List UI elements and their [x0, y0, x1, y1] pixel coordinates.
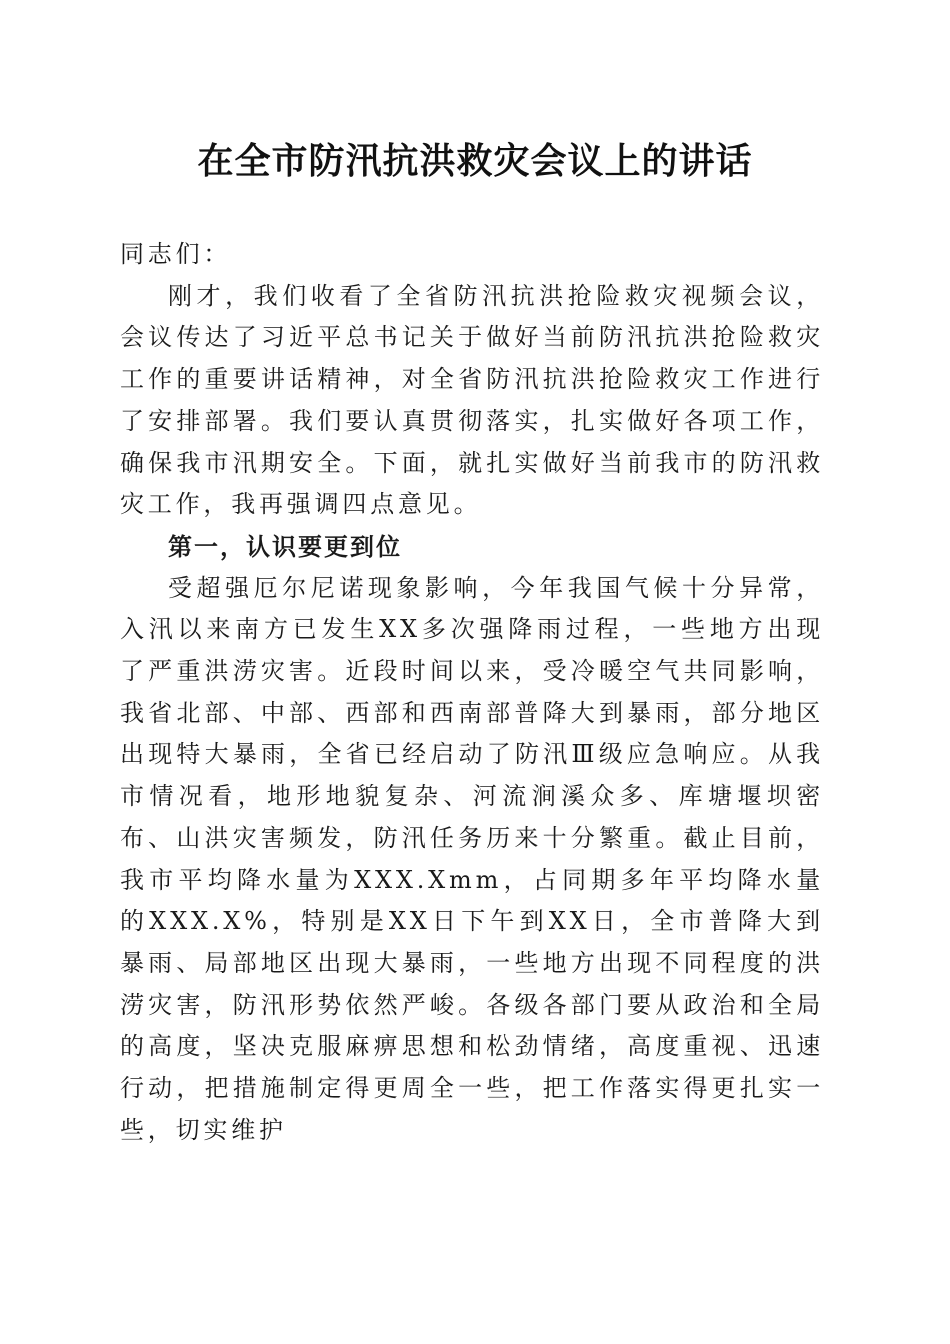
section-heading: 第一，认识要更到位	[168, 531, 402, 561]
section-paragraph: 受超强厄尔尼诺现象影响，今年我国气候十分异常，入汛以来南方已发生XX多次强降雨过程，一些地方出现了严重洪涝灾害。近段时间以来，受冷暖空气共同影响，我省北部、中部、西部和西南部普降大到暴雨，部分地区出现特大暴雨，全省已经启动了防汛Ⅲ级应急响应。从我市情况看，地形地貌复杂、河流涧溪众多、库塘堰坝密布、山洪灾害频发，防汛任务历来十分繁重。截止目前，我市平均降水量为XXX.Xmm，占同期多年平均降水量的XXX.X%，特别是XX日下午到XX日，全市普降大到暴雨、局部地区出现大暴雨，一些地方出现不同程度的洪涝灾害，防汛形势依然严峻。各级各部门要从政治和全局的高度，坚决克服麻痹思想和松劲情绪，高度重视、迅速行动，把措施制定得更周全一些，把工作落实得更扎实一些，切实维护	[120, 573, 824, 1144]
document-title: 在全市防汛抗洪救灾会议上的讲话	[197, 140, 753, 182]
salutation: 同志们：	[120, 240, 232, 268]
document-body	[120, 234, 824, 1151]
intro-paragraph: 刚才，我们收看了全省防汛抗洪抢险救灾视频会议，会议传达了习近平总书记关于做好当前防汛抗洪抢险救灾工作的重要讲话精神，对全省防汛抗洪抢险救灾工作进行了安排部署。我们要认真贯彻落实，扎实做好各项工作，确保我市汛期安全。下面，就扎实做好当前我市的防汛救灾工作，我再强调四点意见。	[120, 281, 824, 519]
